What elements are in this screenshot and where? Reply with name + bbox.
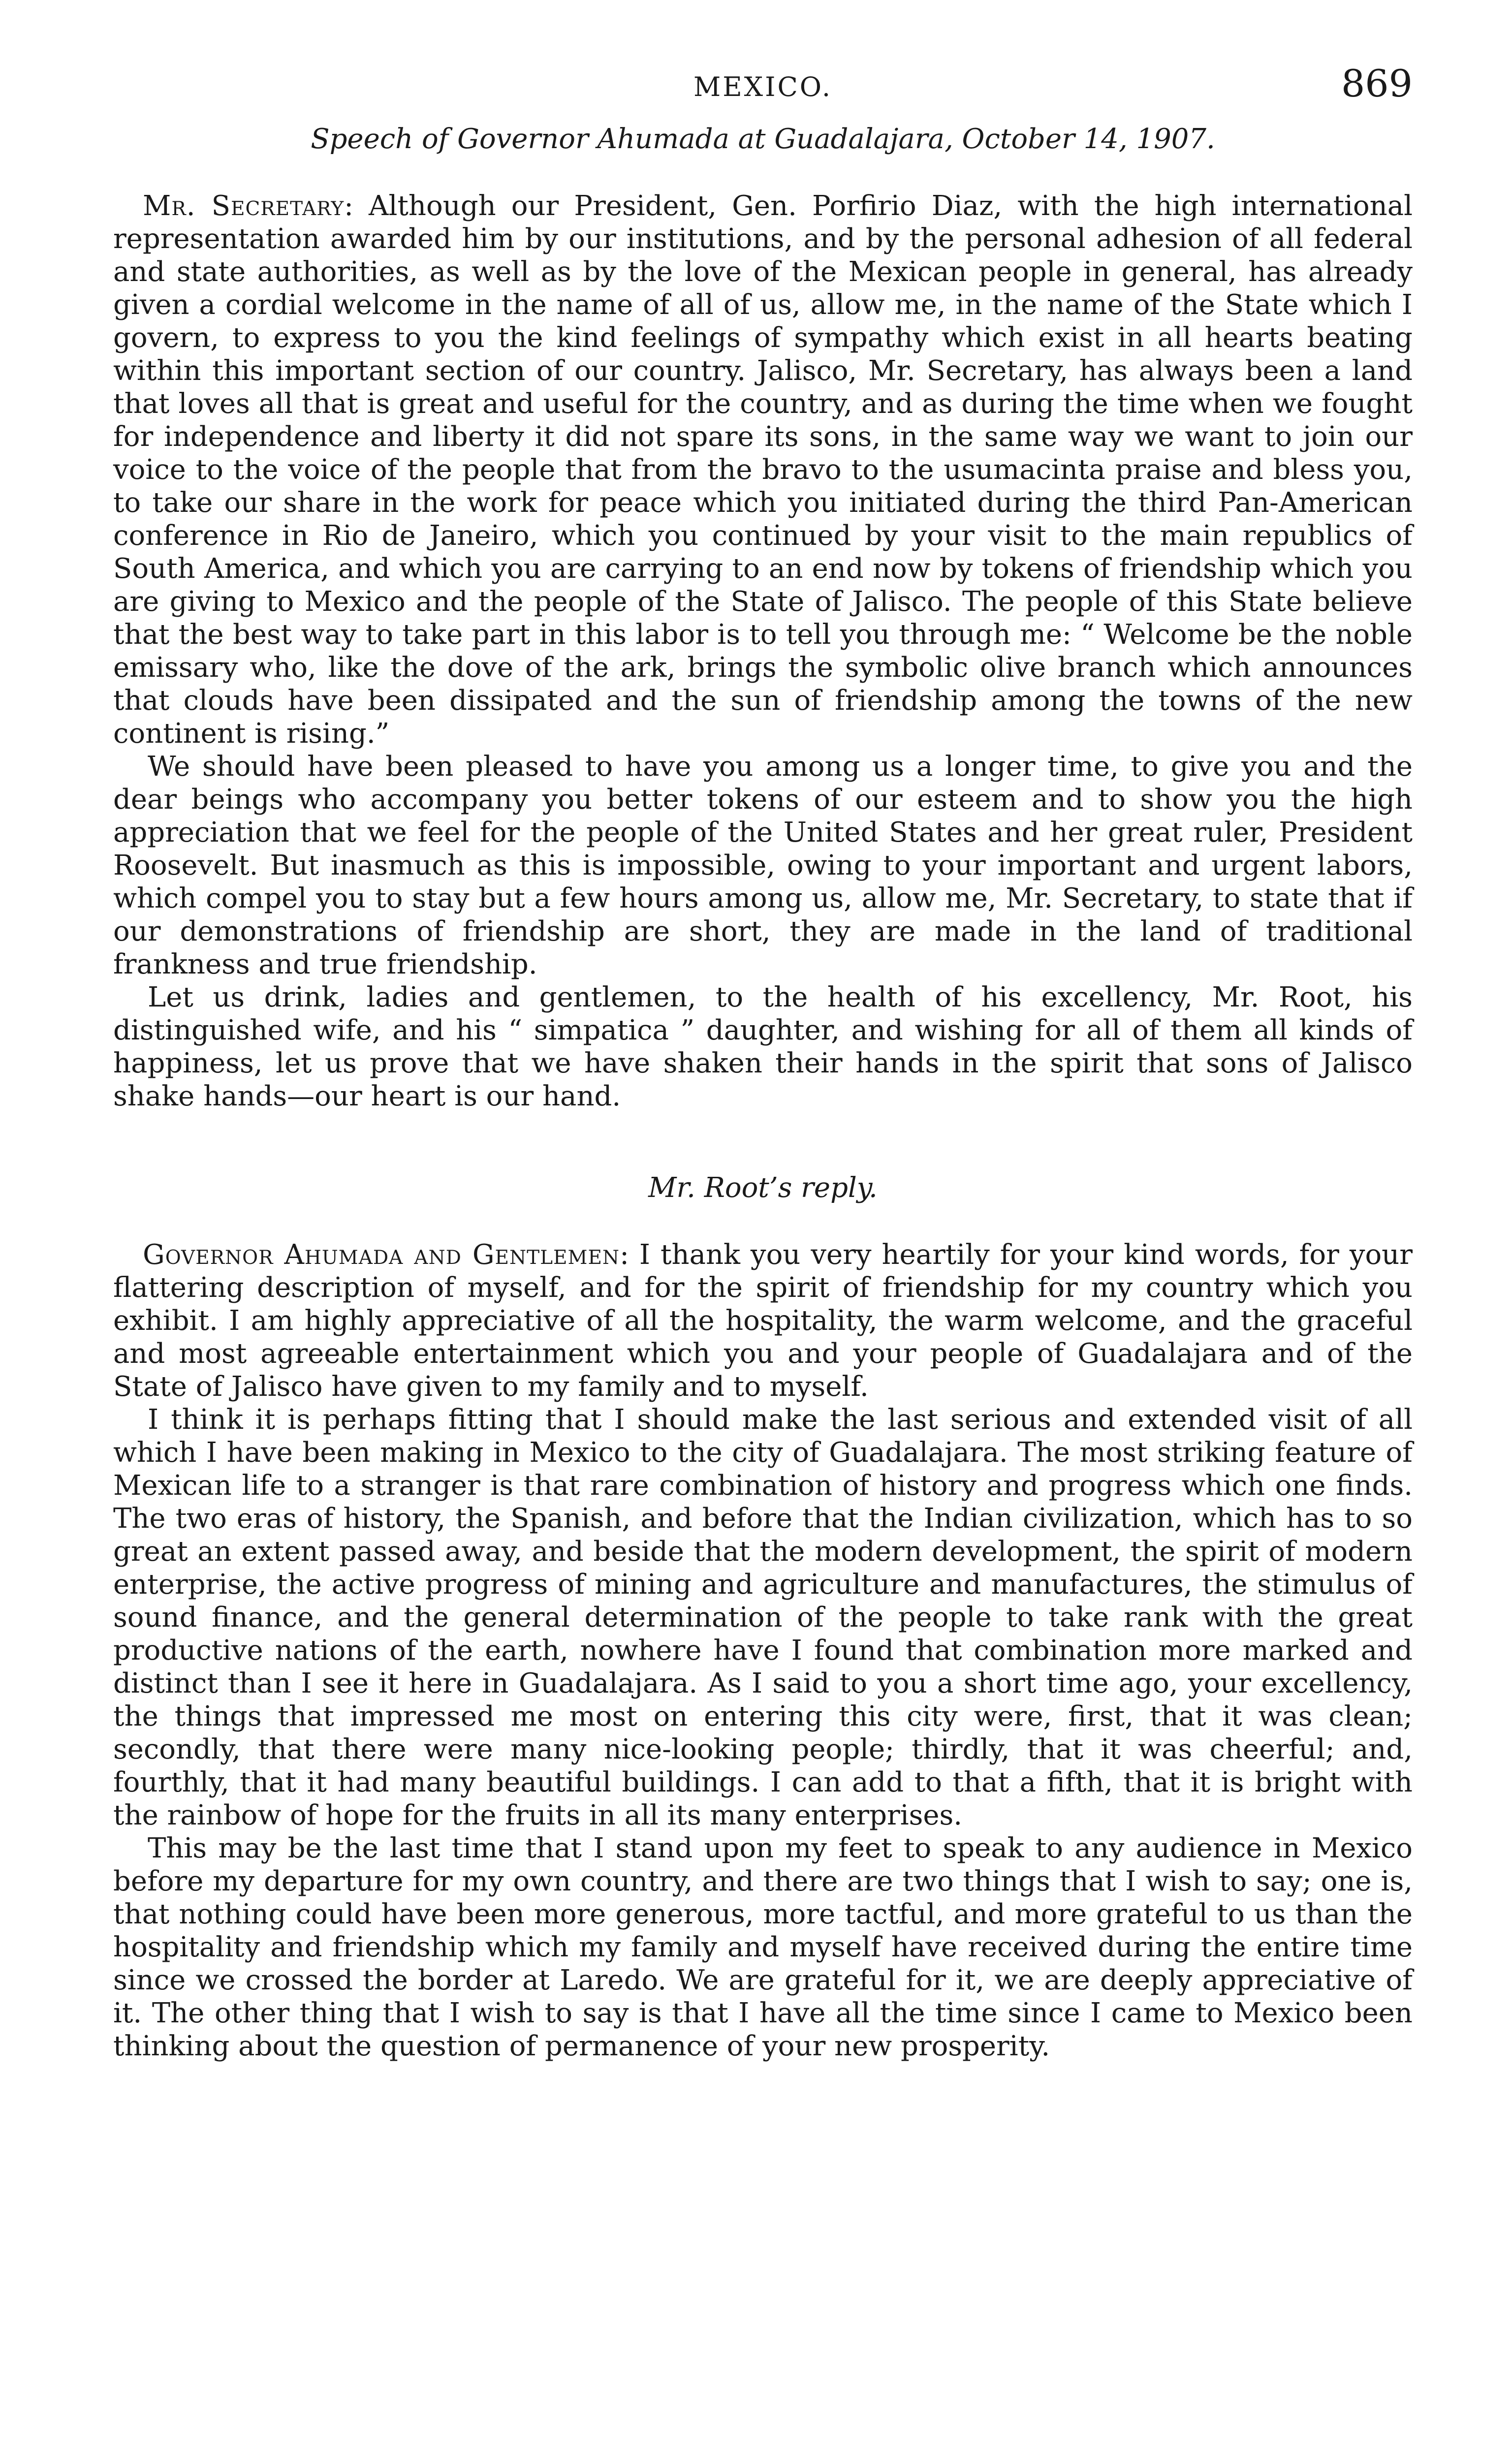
- speech-salutation: Mr. Secretary: [143, 190, 345, 222]
- running-title: MEXICO.: [693, 71, 833, 102]
- reply-paragraph: [113, 1238, 1413, 1403]
- reply-paragraph: This may be the last time that I stand upon my feet to speak to any audience in Mexico before my departure for my own country, and there are two things that I wish to say; one is, that nothing could have been more generous, more tactful, and more grateful to us than the hospitality and friendship which my family and myself have received during the entire time since we crossed the border at Laredo. We are grateful for it, we are deeply appreciative of it. The other thing that I wish to say is that I have all the time since I came to Mexico been thinking about the question of permanence of your new prosperity.: [113, 1832, 1413, 2062]
- speech-heading: Speech of Governor Ahumada at Guadalajara, October 14, 1907.: [311, 123, 1215, 155]
- speech-paragraph: [113, 189, 1413, 750]
- reply-heading: Mr. Root’s reply.: [648, 1172, 878, 1204]
- document-page: [113, 59, 1413, 2063]
- reply-salutation: Governor Ahumada and Gentlemen: [143, 1239, 620, 1271]
- speech-paragraph-text: : Although our President, Gen. Porfirio Diaz, with the high international representation awarded him by our institutions, and by the personal adhesion of all federal and state authorities, as well as by the love of the Mexican people in general, has already given a cordial welcome in the name of all of us, allow me, in the name of the State which I govern, to express to you the kind feelings of sympathy which exist in all hearts beating within this important section of our country. Jalisco, Mr. Secretary, has always been a land that loves all that is great and useful for the country, and as during the time when we fought for independence and liberty it did not spare its sons, in the same way we want to join our voice to the voice of the people that from the bravo to the usumacinta praise and bless you, to take our share in the work for peace which you initiated during the third Pan-American conference in Rio de Janeiro, which you continued by your visit to the main republics of South America, and which you are carrying to an end now by tokens of friendship which you are giving to Mexico and the people of the State of Jalisco. The people of this State believe that the best way to take part in this labor is to tell you through me: “ Welcome be the noble emissary who, like the dove of the ark, brings the symbolic olive branch which announces that clouds have been dissipated and the sun of friendship among the towns of the new continent is rising.”: [113, 190, 1413, 750]
- speech-paragraph: We should have been pleased to have you among us a longer time, to give you and the dear beings who accompany you better tokens of our esteem and to show you the high appreciation that we feel for the people of the United States and her great ruler, President Roosevelt. But inasmuch as this is impossible, owing to your important and urgent labors, which compel you to stay but a few hours among us, allow me, Mr. Secretary, to state that if our demonstrations of friendship are short, they are made in the land of traditional frankness and true friendship.: [113, 751, 1413, 980]
- speech-paragraph: Let us drink, ladies and gentlemen, to the health of his excellency, Mr. Root, his distinguished wife, and his “ simpatica ” daughter, and wishing for all of them all kinds of happiness, let us prove that we have shaken their hands in the spirit that sons of Jalisco shake hands—our heart is our hand.: [113, 981, 1413, 1112]
- reply-paragraph: I think it is perhaps fitting that I should make the last serious and extended visit of all which I have been making in Mexico to the city of Guadalajara. The most striking feature of Mexican life to a stranger is that rare combination of history and progress which one finds. The two eras of history, the Spanish, and before that the Indian civilization, which has to so great an extent passed away, and beside that the modern development, the spirit of modern enterprise, the active progress of mining and agriculture and manufactures, the stimulus of sound finance, and the general determination of the people to take rank with the great productive nations of the earth, nowhere have I found that combination more marked and distinct than I see it here in Guadalajara. As I said to you a short time ago, your excellency, the things that impressed me most on entering this city were, first, that it was clean; secondly, that there were many nice-looking people; thirdly, that it was cheerful; and, fourthly, that it had many beautiful buildings. I can add to that a fifth, that it is bright with the rainbow of hope for the fruits in all its many enterprises.: [113, 1404, 1413, 1831]
- running-header: [113, 59, 1413, 113]
- page-number: 869: [1341, 62, 1413, 105]
- reply-paragraph-text: : I thank you very heartily for your kind words, for your flattering description of myself, and for the spirit of friendship for my country which you exhibit. I am highly appreciative of all the hospitality, the warm welcome, and the graceful and most agreeable entertainment which you and your people of Guadalajara and of the State of Jalisco have given to my family and to myself.: [113, 1239, 1413, 1403]
